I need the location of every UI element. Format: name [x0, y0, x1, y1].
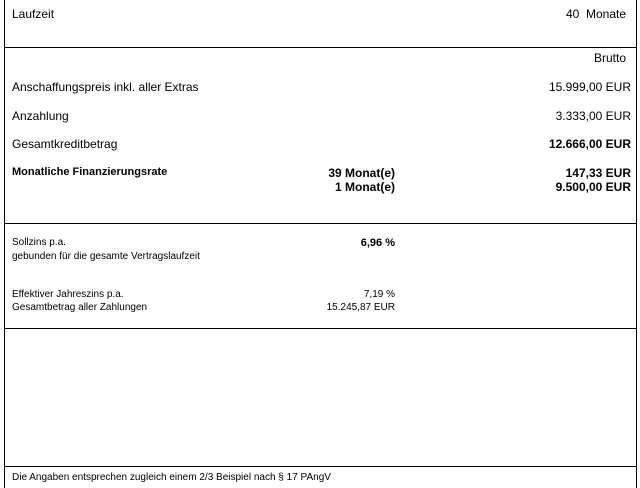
gesamtbetrag-value: 15.245,87 EUR	[326, 302, 395, 313]
effektiv-label: Effektiver Jahreszins p.a.	[12, 289, 124, 300]
laufzeit-label: Laufzeit	[12, 7, 55, 21]
rate-line2-months: 1 Monat(e)	[335, 180, 395, 194]
sollzins-label: Sollzins p.a.	[12, 237, 66, 248]
rate-line2-value: 9.500,00 EUR	[555, 180, 631, 194]
divider	[4, 466, 636, 467]
divider	[4, 47, 636, 48]
anschaffungspreis-label: Anschaffungspreis inkl. aller Extras	[12, 80, 199, 94]
anzahlung-value: 3.333,00 EUR	[555, 109, 631, 123]
sollzins-value: 6,96 %	[360, 237, 395, 249]
brutto-header: Brutto	[593, 51, 626, 65]
anzahlung-label: Anzahlung	[12, 109, 69, 123]
gesamtkreditbetrag-label: Gesamtkreditbetrag	[12, 137, 118, 151]
rate-line1-months: 39 Monat(e)	[328, 166, 395, 180]
rate-label: Monatliche Finanzierungsrate	[12, 166, 168, 178]
footer-note: Die Angaben entsprechen zugleich einem 2/3 Beispiel nach § 17 PAngV	[12, 472, 331, 483]
anschaffungspreis-value: 15.999,00 EUR	[548, 80, 631, 94]
divider	[4, 328, 636, 329]
effektiv-value: 7,19 %	[363, 289, 395, 300]
divider	[4, 223, 636, 224]
sollzins-sublabel: gebunden für die gesamte Vertragslaufzeit	[12, 251, 200, 262]
rate-line1-value: 147,33 EUR	[565, 166, 631, 180]
document-frame	[4, 0, 637, 488]
gesamtbetrag-label: Gesamtbetrag aller Zahlungen	[12, 302, 148, 313]
gesamtkreditbetrag-value: 12.666,00 EUR	[548, 137, 631, 151]
laufzeit-value: 40 Monate	[565, 7, 626, 21]
